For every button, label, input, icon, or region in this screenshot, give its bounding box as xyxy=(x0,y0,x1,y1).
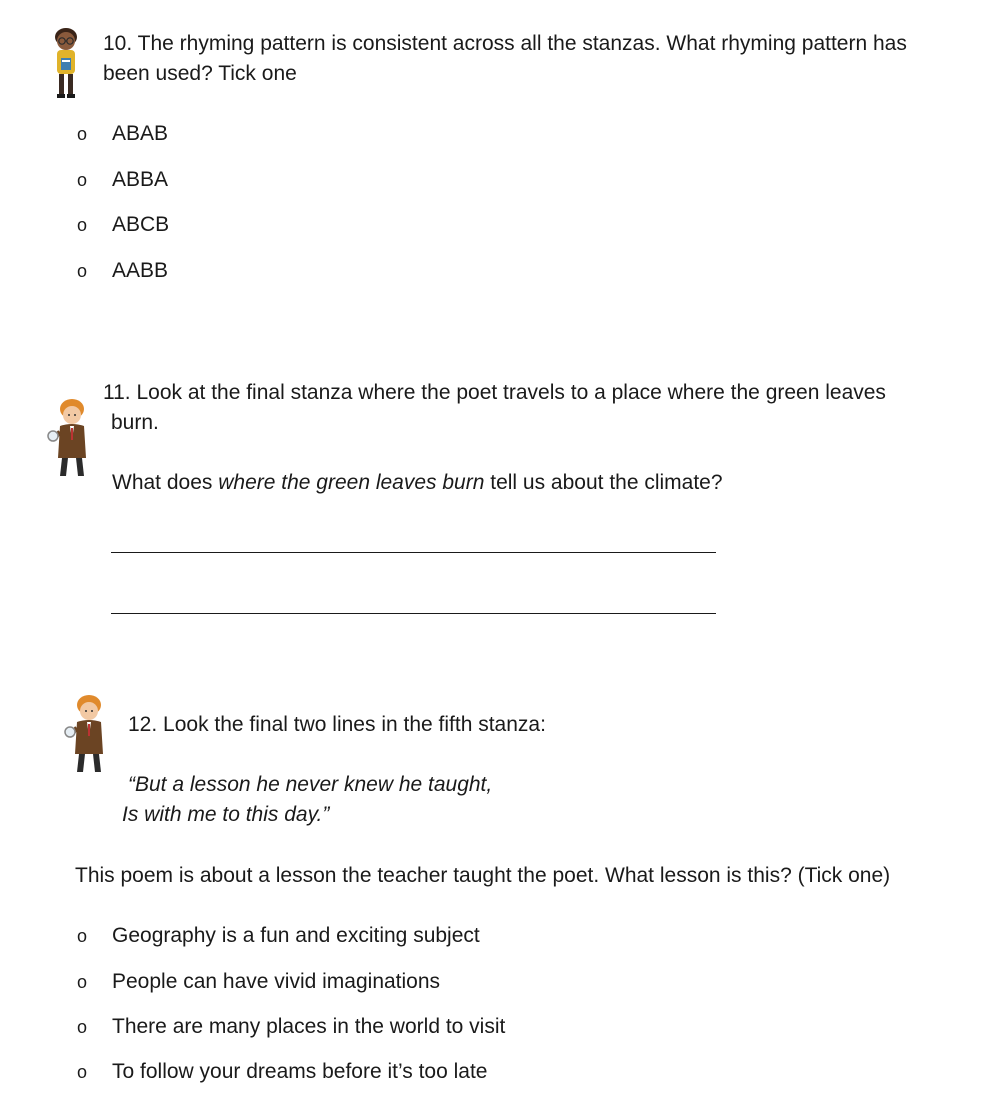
boy-with-book-icon xyxy=(48,26,84,106)
q12-quote xyxy=(122,770,492,830)
q12-prompt: This poem is about a lesson the teacher taught the poet. What lesson is this? (Tick one) xyxy=(75,864,891,887)
q10-option-label: ABBA xyxy=(112,168,169,191)
radio-bullet-icon[interactable]: o xyxy=(76,1017,87,1037)
q11-prompt-italic: where the green leaves burn xyxy=(218,471,485,494)
answer-line[interactable] xyxy=(111,613,716,614)
radio-bullet-icon[interactable]: o xyxy=(76,170,87,190)
q11-prompt xyxy=(112,468,723,498)
radio-bullet-icon[interactable]: o xyxy=(76,261,87,281)
teacher-with-magnifier-icon xyxy=(63,692,115,782)
q12-quote-line1: “But a lesson he never knew he taught, xyxy=(128,773,493,796)
teacher-with-magnifier-icon xyxy=(46,396,98,486)
q12-option-label: To follow your dreams before it’s too late xyxy=(112,1060,488,1083)
q10-question xyxy=(103,29,907,89)
q10-option-label: ABCB xyxy=(112,213,170,236)
q12-option-label: There are many places in the world to visit xyxy=(112,1015,506,1038)
q12-question: 12. Look the final two lines in the fifth stanza: xyxy=(128,713,546,736)
q11-question-line2: burn. xyxy=(111,411,159,434)
q11-prompt-text-end: tell us about the climate? xyxy=(484,471,723,494)
q12-option-label: People can have vivid imaginations xyxy=(112,970,441,993)
radio-bullet-icon[interactable]: o xyxy=(76,972,87,992)
q12-quote-line2: Is with me to this day.” xyxy=(122,803,330,826)
q10-question-line2: been used? Tick one xyxy=(103,62,297,85)
radio-bullet-icon[interactable]: o xyxy=(76,124,87,144)
answer-line[interactable] xyxy=(111,552,716,553)
q10-option-label: AABB xyxy=(112,259,169,282)
radio-bullet-icon[interactable]: o xyxy=(76,215,87,235)
q10-option-label: ABAB xyxy=(112,122,169,145)
radio-bullet-icon[interactable]: o xyxy=(76,1062,87,1082)
q12-option-label: Geography is a fun and exciting subject xyxy=(112,924,480,947)
radio-bullet-icon[interactable]: o xyxy=(76,926,87,946)
q11-question xyxy=(103,378,886,438)
q10-question-line1: 10. The rhyming pattern is consistent across all the stanzas. What rhyming pattern has xyxy=(103,32,907,55)
q11-prompt-text: What does xyxy=(112,471,219,494)
q11-question-line1: 11. Look at the final stanza where the poet travels to a place where the green leaves xyxy=(103,381,886,404)
